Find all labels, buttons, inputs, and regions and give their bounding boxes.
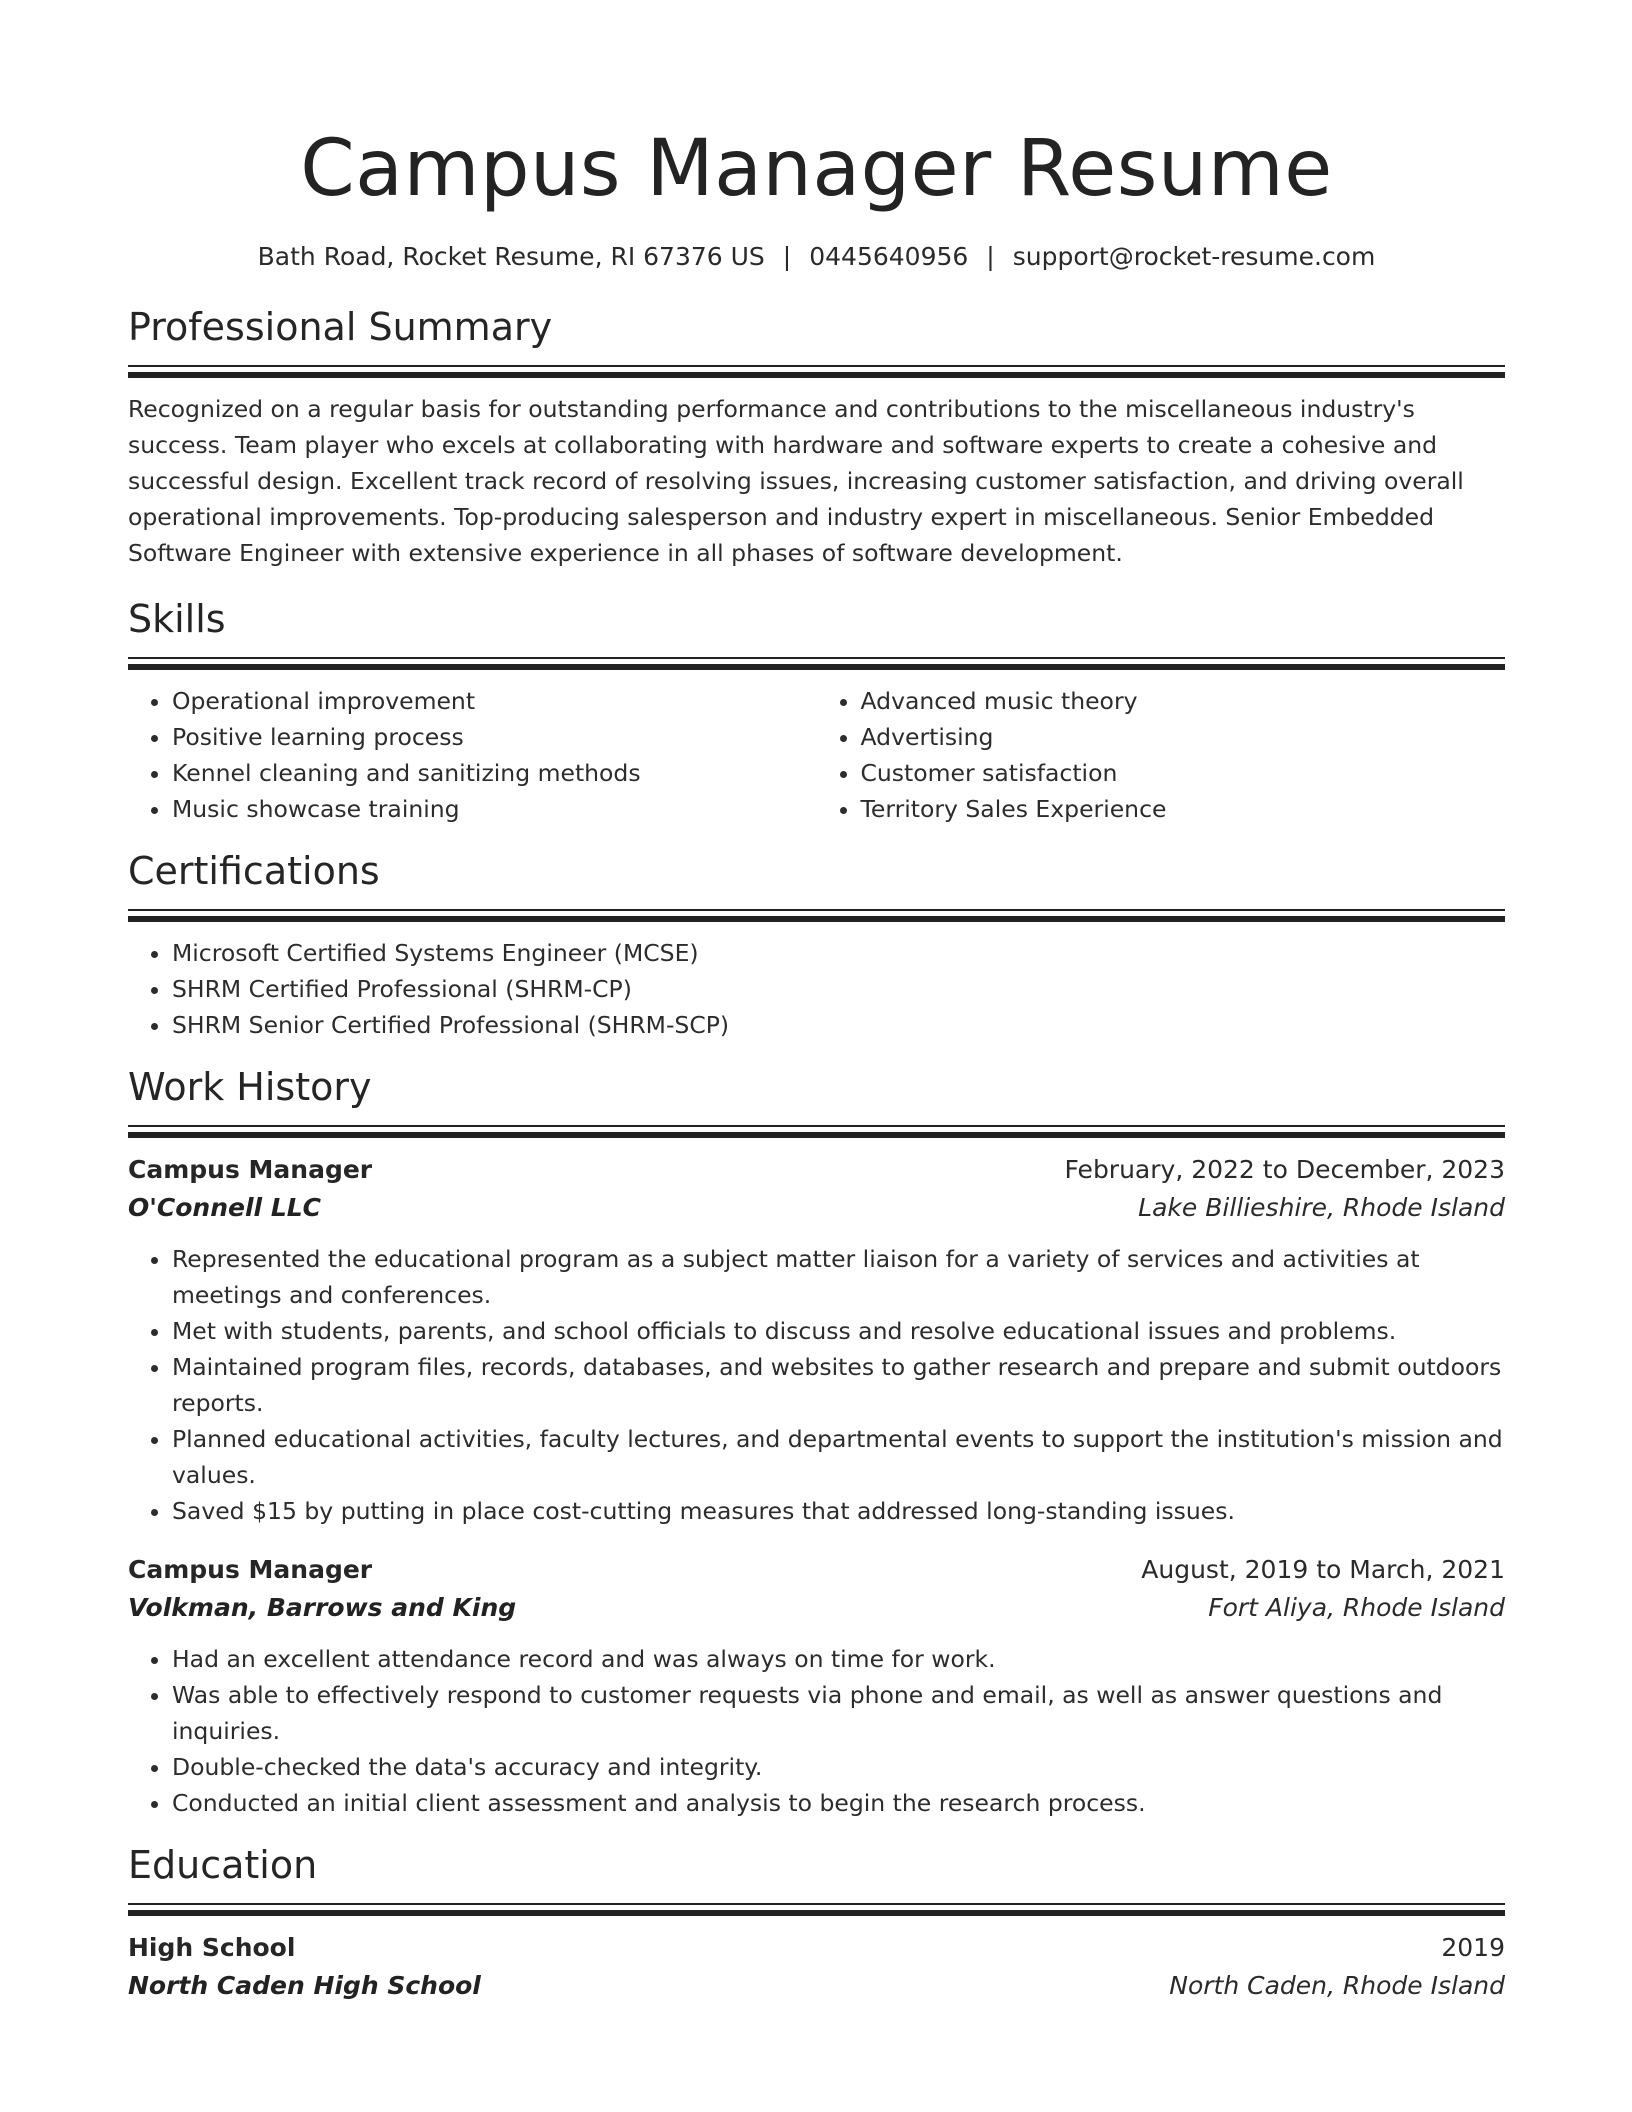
job-duty-item: • Met with students, parents, and school officials to discuss and resolve educational issues and problems. bbox=[172, 1313, 1505, 1349]
job-title: Campus Manager bbox=[128, 1155, 373, 1184]
job-header bbox=[128, 1151, 1505, 1189]
education-year: 2019 bbox=[1441, 1933, 1505, 1962]
job-duty-item: • Was able to effectively respond to customer requests via phone and email, as well as answer questions and inquiries. bbox=[172, 1677, 1505, 1749]
section-divider bbox=[128, 1125, 1505, 1137]
section-divider bbox=[128, 909, 1505, 921]
skills-grid bbox=[128, 683, 1505, 827]
job-duty-item: • Saved $15 by putting in place cost-cutting measures that addressed long-standing issues. bbox=[172, 1493, 1505, 1529]
section-divider bbox=[128, 1903, 1505, 1915]
job-location: Lake Billieshire, Rhode Island bbox=[1138, 1193, 1505, 1222]
contact-separator: | bbox=[782, 242, 792, 271]
section-heading-work-history: Work History bbox=[128, 1065, 372, 1109]
job-dates: February, 2022 to December, 2023 bbox=[1064, 1155, 1505, 1184]
skill-item: • Customer satisfaction bbox=[861, 755, 1506, 791]
education-entry bbox=[128, 1929, 1505, 2005]
job-duty-item: • Had an excellent attendance record and was always on time for work. bbox=[172, 1641, 1505, 1677]
job-entry bbox=[128, 1551, 1505, 1821]
certification-item: • SHRM Senior Certified Professional (SHRM-SCP) bbox=[172, 1007, 1505, 1043]
contact-phone: 0445640956 bbox=[809, 242, 969, 271]
job-duties-list bbox=[128, 1241, 1505, 1529]
section-heading-certifications: Certifications bbox=[128, 849, 380, 893]
education-degree: High School bbox=[128, 1933, 296, 1962]
job-location: Fort Aliya, Rhode Island bbox=[1208, 1593, 1505, 1622]
education-section bbox=[128, 1841, 1505, 2005]
job-subheader bbox=[128, 1189, 1505, 1227]
certifications-section bbox=[128, 847, 1505, 1043]
skills-list-right bbox=[817, 683, 1506, 827]
skill-item: • Positive learning process bbox=[172, 719, 817, 755]
section-divider bbox=[128, 657, 1505, 669]
education-header bbox=[128, 1929, 1505, 1967]
skill-item: • Music showcase training bbox=[172, 791, 817, 827]
skills-list-left bbox=[128, 683, 817, 827]
skill-item: • Territory Sales Experience bbox=[861, 791, 1506, 827]
certifications-list bbox=[128, 935, 1505, 1043]
education-subheader bbox=[128, 1967, 1505, 2005]
contact-separator: | bbox=[986, 242, 995, 271]
job-duty-item: • Maintained program files, records, databases, and websites to gather research and prepare and submit outdoors reports. bbox=[172, 1349, 1505, 1421]
skill-item: • Kennel cleaning and sanitizing methods bbox=[172, 755, 817, 791]
job-dates: August, 2019 to March, 2021 bbox=[1141, 1555, 1505, 1584]
section-heading-summary: Professional Summary bbox=[128, 305, 553, 349]
certification-item: • Microsoft Certified Systems Engineer (MCSE) bbox=[172, 935, 1505, 971]
job-company: Volkman, Barrows and King bbox=[128, 1593, 517, 1622]
job-header bbox=[128, 1551, 1505, 1589]
job-title: Campus Manager bbox=[128, 1555, 373, 1584]
contact-address: Bath Road, Rocket Resume, RI 67376 US bbox=[257, 242, 765, 271]
job-duty-item: • Double-checked the data's accuracy and integrity. bbox=[172, 1749, 1505, 1785]
certification-item: • SHRM Certified Professional (SHRM-CP) bbox=[172, 971, 1505, 1007]
education-school: North Caden High School bbox=[128, 1971, 481, 2000]
summary-text: Recognized on a regular basis for outstanding performance and contributions to the miscellaneous industry's success. Team player who excels at collaborating with hardware and software experts to create a cohesive and successful design. Excellent track record of resolving issues, increasing customer satisfaction, and driving overall operational improvements. Top-producing salesperson and industry expert in miscellaneous. Senior Embedded Software Engineer with extensive experience in all phases of software development. bbox=[128, 395, 1464, 567]
job-company: O'Connell LLC bbox=[128, 1193, 322, 1222]
education-location: North Caden, Rhode Island bbox=[1169, 1971, 1505, 2000]
contact-line bbox=[128, 241, 1505, 273]
job-duty-item: • Represented the educational program as a subject matter liaison for a variety of services and activities at meetings and conferences. bbox=[172, 1241, 1505, 1313]
resume-title: Campus Manager Resume bbox=[300, 124, 1333, 214]
section-divider bbox=[128, 365, 1505, 377]
job-entry bbox=[128, 1151, 1505, 1529]
contact-email: support@rocket-resume.com bbox=[1012, 242, 1376, 271]
skills-section bbox=[128, 595, 1505, 827]
skill-item: • Advertising bbox=[861, 719, 1506, 755]
job-duty-item: • Planned educational activities, faculty lectures, and departmental events to support the institution's mission and values. bbox=[172, 1421, 1505, 1493]
section-heading-skills: Skills bbox=[128, 597, 226, 641]
job-duty-item: • Conducted an initial client assessment and analysis to begin the research process. bbox=[172, 1785, 1505, 1821]
work-history-section bbox=[128, 1063, 1505, 1821]
summary-section bbox=[128, 303, 1505, 571]
section-heading-education: Education bbox=[128, 1843, 318, 1887]
skill-item: • Operational improvement bbox=[172, 683, 817, 719]
skill-item: • Advanced music theory bbox=[861, 683, 1506, 719]
job-duties-list bbox=[128, 1641, 1505, 1821]
job-subheader bbox=[128, 1589, 1505, 1627]
